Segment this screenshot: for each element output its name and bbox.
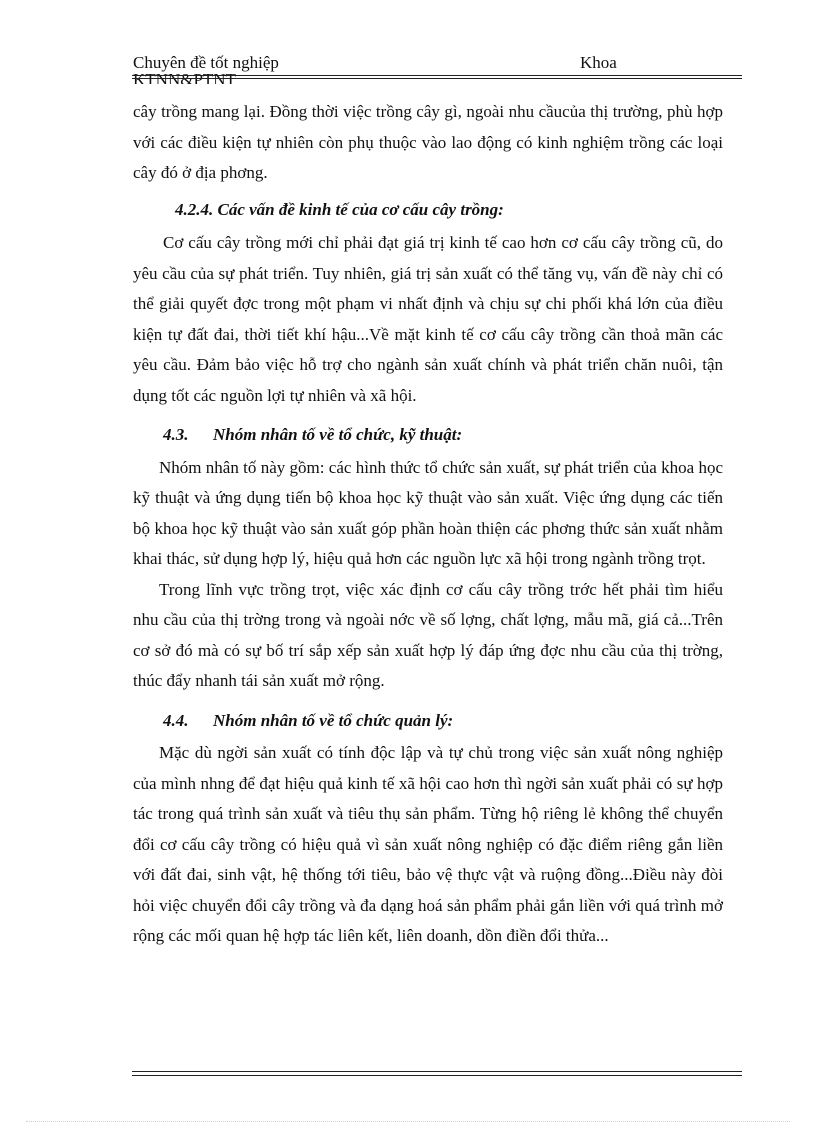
section-number: 4.4. (163, 710, 189, 730)
section-heading-4-3 (133, 411, 723, 453)
section-title: Nhóm nhân tố về tổ chức, kỹ thuật: (213, 425, 463, 444)
section-title: Nhóm nhân tố về tổ chức quản lý: (213, 710, 454, 730)
footer-rule-top (132, 1071, 742, 1072)
section-heading-4-2-4: 4.2.4. Các vấn đề kinh tế của cơ cấu cây trồng: (175, 199, 504, 219)
header-rule-bottom (132, 78, 742, 79)
header-faculty-name: KTNN&PTNT (133, 71, 236, 84)
header-rule-top (132, 75, 742, 76)
section-number: 4.3. (163, 425, 189, 444)
paragraph: Mặc dù ngời sản xuất có tính độc lập và tự chủ trong việc sản xuất nông nghiệp của mình nhng để đạt hiệu quả kinh tế xã hội cao hơn thì ngời sản xuất phải có sự hợp tác trong quá trình sản xuất và tiêu thụ sản phẩm. Từng hộ riêng lẻ không thể chuyển đổi cơ cấu cây trồng có hiệu quả vì sản xuất nông nghiệp có đặc điểm riêng gắn liền với đất đai, sinh vật, hệ thống tới tiêu, bảo vệ thực vật và ruộng đồng...Điều này đòi hỏi việc chuyển đổi cây trồng và đa dạng hoá sản phẩm phải gắn liền với quá trình mở rộng các mối quan hệ hợp tác liên kết, liên doanh, dồn điền đổi thửa... (133, 743, 723, 945)
paragraph: cây trồng mang lại. Đồng thời việc trồng cây gì, ngoài nhu cầucủa thị trường, phù hợp với các điều kiện tự nhiên còn phụ thuộc vào lao động có kinh nghiệm trồng các loại cây đó ở địa phơng. (133, 102, 723, 182)
header-title: Chuyên đề tốt nghiệp (133, 53, 279, 72)
paragraph: Trong lĩnh vực trồng trọt, việc xác định cơ cấu cây trồng trớc hết phải tìm hiểu nhu cầu của thị trờng trong và ngoài nớc về số lợng, chất lợng, mẫu mã, giá cả...Trên cơ sở đó mà có sự bố trí sắp xếp sản xuất hợp lý đáp ứng đợc nhu cầu của thị trờng, thúc đẩy nhanh tái sản xuất mở rộng. (133, 579, 723, 690)
paragraph: Nhóm nhân tố này gồm: các hình thức tổ chức sản xuất, sự phát triển của khoa học kỹ thuật và ứng dụng tiến bộ khoa học kỹ thuật vào sản xuất. Việc ứng dụng các tiến bộ khoa học kỹ thuật vào sản xuất góp phần hoàn thiện các phơng thức sản xuất nhằm khai thác, sử dụng hợp lý, hiệu quả hơn các nguồn lực xã hội trong ngành trồng trọt. (133, 457, 723, 568)
paragraph: Cơ cấu cây trồng mới chỉ phải đạt giá trị kinh tế cao hơn cơ cấu cây trồng cũ, do yêu cầu của sự phát triển. Tuy nhiên, giá trị sản xuất có thể tăng vụ, vấn đề này chỉ có thể giải quyết đợc trong một phạm vi nhất định và chịu sự chi phối khá lớn của điều kiện tự đất đai, thời tiết khí hậu...Về mặt kinh tế cơ cấu cây trồng cần thoả mãn các yêu cầu. Đảm bảo việc hỗ trợ cho ngành sản xuất chính và phát triển chăn nuôi, tận dụng tốt các nguồn lợi tự nhiên và xã hội. (133, 233, 723, 405)
section-heading-4-4 (133, 697, 723, 739)
document-body (133, 97, 723, 952)
footer-rule-bottom (132, 1075, 742, 1076)
header-faculty: Khoa (580, 53, 617, 72)
page-bottom-dotted-line (26, 1121, 790, 1122)
